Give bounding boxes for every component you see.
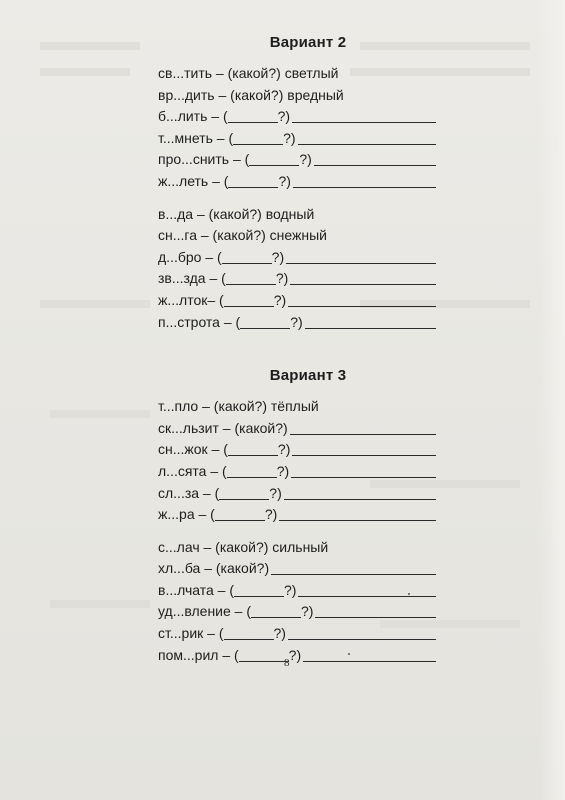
exercise-word: хл...ба – (какой?)	[158, 560, 270, 577]
exercise-item	[158, 623, 448, 645]
exercise-word: пом...рил – (	[158, 646, 239, 663]
answer-blank[interactable]	[251, 603, 301, 618]
exercise-column	[158, 34, 448, 666]
exercise-word: л...сята – (	[158, 462, 227, 479]
bleed-through-mark	[40, 68, 130, 76]
question-suffix: ?)	[273, 291, 287, 308]
answer-blank[interactable]	[234, 582, 284, 597]
exercise-word: ж...ра – (	[158, 506, 215, 523]
exercise-item	[158, 504, 448, 526]
exercise-word: с...лач – (какой?) сильный	[158, 538, 329, 555]
answer-line[interactable]	[314, 151, 436, 166]
answer-line[interactable]	[279, 506, 436, 521]
variant-2-title: Вариант 2	[269, 34, 347, 51]
question-suffix: ?)	[284, 581, 297, 598]
answer-line[interactable]	[292, 441, 436, 456]
exercise-item	[158, 63, 448, 85]
group-spacer	[158, 526, 448, 537]
exercise-word: д...бро – (	[158, 248, 222, 265]
answer-line[interactable]	[305, 314, 436, 329]
exercise-word: в...лчата – (	[158, 581, 235, 598]
exercise-word: т...пло – (какой?) тёплый	[158, 398, 319, 415]
exercise-word: уд...вление – (	[158, 603, 252, 620]
exercise-item	[158, 149, 448, 171]
exercise-word: б...лить – (	[158, 108, 228, 125]
question-suffix: ?)	[277, 441, 291, 458]
exercise-item	[158, 558, 448, 580]
exercise-word: ж...леть – (	[158, 172, 229, 189]
answer-line[interactable]	[292, 108, 436, 123]
answer-line[interactable]	[290, 420, 436, 435]
answer-line[interactable]	[288, 625, 436, 640]
answer-line[interactable]	[271, 560, 436, 575]
exercise-word: ж...лток– (	[158, 291, 224, 308]
page-edge-shadow	[539, 0, 565, 800]
answer-line[interactable]	[298, 582, 436, 597]
speck-mark	[348, 653, 350, 655]
exercise-item	[158, 225, 448, 247]
answer-blank[interactable]	[239, 647, 289, 662]
question-suffix: ?)	[264, 506, 278, 523]
speck-mark	[408, 593, 410, 595]
group-spacer	[158, 193, 448, 204]
exercise-word: зв...зда – (	[158, 270, 226, 287]
answer-blank[interactable]	[224, 625, 274, 640]
bleed-through-mark	[40, 300, 150, 308]
exercise-item	[158, 171, 448, 193]
variant-2-list	[158, 63, 448, 333]
question-suffix: ?)	[278, 172, 291, 189]
answer-line[interactable]	[290, 270, 436, 285]
exercise-word: вр...дить – (какой?) вредный	[158, 86, 344, 103]
exercise-item	[158, 106, 448, 128]
exercise-word: ст...рик – (	[158, 625, 224, 642]
exercise-word: про...снить – (	[158, 151, 250, 168]
variant-3-list	[158, 396, 448, 666]
exercise-item	[158, 396, 448, 418]
answer-blank[interactable]	[233, 130, 283, 145]
bleed-through-mark	[40, 42, 140, 50]
answer-line[interactable]	[315, 603, 436, 618]
answer-blank[interactable]	[222, 249, 272, 264]
answer-blank[interactable]	[219, 485, 269, 500]
bleed-through-mark	[50, 600, 150, 608]
exercise-item	[158, 312, 448, 334]
answer-blank[interactable]	[226, 270, 276, 285]
question-suffix: ?)	[299, 151, 312, 168]
exercise-item	[158, 418, 448, 440]
question-suffix: ?)	[290, 313, 303, 330]
exercise-item	[158, 645, 448, 667]
answer-line[interactable]	[293, 173, 436, 188]
question-suffix: ?)	[276, 462, 290, 479]
answer-line[interactable]	[288, 292, 436, 307]
answer-line[interactable]	[286, 249, 436, 264]
variant-3-title: Вариант 3	[269, 367, 347, 385]
exercise-item	[158, 290, 448, 312]
exercise-item	[158, 128, 448, 150]
exercise-item	[158, 439, 448, 461]
exercise-item	[158, 461, 448, 483]
question-suffix: ?)	[277, 108, 291, 125]
exercise-item	[158, 268, 448, 290]
answer-blank[interactable]	[228, 108, 278, 123]
question-suffix: ?)	[269, 484, 282, 501]
exercise-word: в...да – (какой?) водный	[158, 205, 315, 222]
exercise-item	[158, 537, 448, 559]
exercise-item	[158, 204, 448, 226]
question-suffix: ?)	[273, 625, 286, 642]
answer-blank[interactable]	[249, 151, 299, 166]
exercise-word: св...тить – (какой?) светлый	[158, 65, 339, 81]
page-number: 8	[284, 657, 290, 669]
answer-blank[interactable]	[240, 314, 290, 329]
answer-blank[interactable]	[228, 441, 278, 456]
answer-line[interactable]	[298, 130, 436, 145]
bleed-through-mark	[50, 410, 150, 418]
answer-line[interactable]	[303, 647, 436, 662]
exercise-word: т...мнеть – (	[158, 129, 234, 146]
exercise-word: сн...жок – (	[158, 441, 228, 458]
question-suffix: ?)	[301, 603, 314, 620]
exercise-item	[158, 601, 448, 623]
question-suffix: ?)	[271, 248, 285, 265]
exercise-item	[158, 85, 448, 107]
exercise-word: п...строта – (	[158, 313, 241, 330]
exercise-word: сн...га – (какой?) снежный	[158, 227, 327, 244]
exercise-word: сл...за – (	[158, 484, 220, 501]
exercise-item	[158, 483, 448, 505]
question-suffix: ?)	[283, 129, 296, 146]
exercise-item	[158, 580, 448, 602]
exercise-word: ск...льзит – (какой?)	[158, 419, 288, 436]
answer-blank[interactable]	[215, 506, 265, 521]
question-suffix: ?)	[275, 270, 289, 287]
answer-blank[interactable]	[228, 173, 278, 188]
question-suffix: ?)	[288, 646, 302, 663]
answer-line[interactable]	[291, 463, 436, 478]
answer-blank[interactable]	[227, 463, 277, 478]
answer-line[interactable]	[284, 485, 436, 500]
exercise-item	[158, 247, 448, 269]
answer-blank[interactable]	[224, 292, 274, 307]
